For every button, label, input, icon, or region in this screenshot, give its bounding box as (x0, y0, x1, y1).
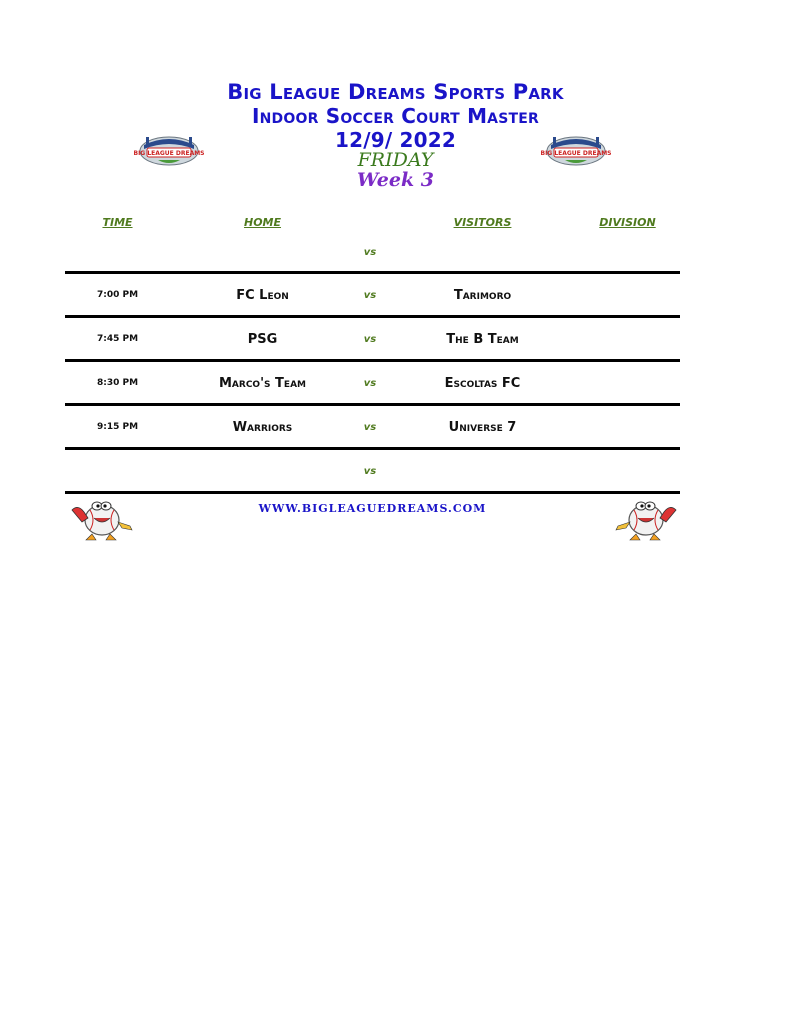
row-divider (65, 447, 680, 450)
versus-label: vs (363, 466, 377, 477)
game-row (65, 363, 680, 405)
home-team: PSG (247, 332, 278, 347)
versus-label: vs (363, 247, 377, 258)
svg-text:BIG LEAGUE DREAMS: BIG LEAGUE DREAMS (540, 150, 612, 157)
big-league-dreams-logo-icon (133, 133, 205, 167)
game-time: 7:00 PM (96, 290, 139, 300)
column-header-time: TIME (102, 216, 133, 229)
row-divider (65, 491, 680, 494)
row-divider (65, 271, 680, 274)
game-time: 8:30 PM (96, 378, 139, 388)
game-row (65, 407, 680, 449)
row-divider (65, 315, 680, 318)
schedule-day: FRIDAY (357, 149, 434, 171)
row-divider (65, 403, 680, 406)
game-row (65, 275, 680, 317)
column-header-home: HOME (243, 216, 282, 229)
column-header-visitors: VISITORS (453, 216, 512, 229)
park-name: Big League Dreams Sports Park (227, 80, 564, 104)
row-divider (65, 359, 680, 362)
game-row (65, 319, 680, 361)
website-link[interactable]: WWW.BIGLEAGUEDREAMS.COM (258, 502, 487, 515)
home-team: Warriors (232, 420, 293, 435)
schedule-date: 12/9/ 2022 (335, 128, 456, 152)
versus-label: vs (363, 378, 377, 389)
visiting-team: The B Team (446, 332, 519, 347)
baseball-mascot-icon (66, 496, 138, 544)
schedule-title: Indoor Soccer Court Master (251, 104, 539, 128)
visiting-team: Escoltas FC (444, 376, 521, 391)
home-team: FC Leon (236, 288, 289, 303)
game-row (65, 232, 680, 274)
schedule-week: Week 3 (357, 169, 434, 191)
home-team: Marco's Team (218, 376, 306, 391)
visiting-team: Tarimoro (453, 288, 512, 303)
game-time: 9:15 PM (96, 422, 139, 432)
versus-label: vs (363, 422, 377, 433)
visiting-team: Universe 7 (448, 420, 517, 435)
versus-label: vs (363, 334, 377, 345)
game-time: 7:45 PM (96, 334, 139, 344)
game-row (65, 451, 680, 493)
schedule-header (0, 80, 791, 190)
svg-text:BIG LEAGUE DREAMS: BIG LEAGUE DREAMS (133, 150, 205, 157)
baseball-mascot-icon (610, 496, 682, 544)
column-header-division: DIVISION (599, 216, 656, 229)
versus-label: vs (363, 290, 377, 301)
big-league-dreams-logo-icon (540, 133, 612, 167)
